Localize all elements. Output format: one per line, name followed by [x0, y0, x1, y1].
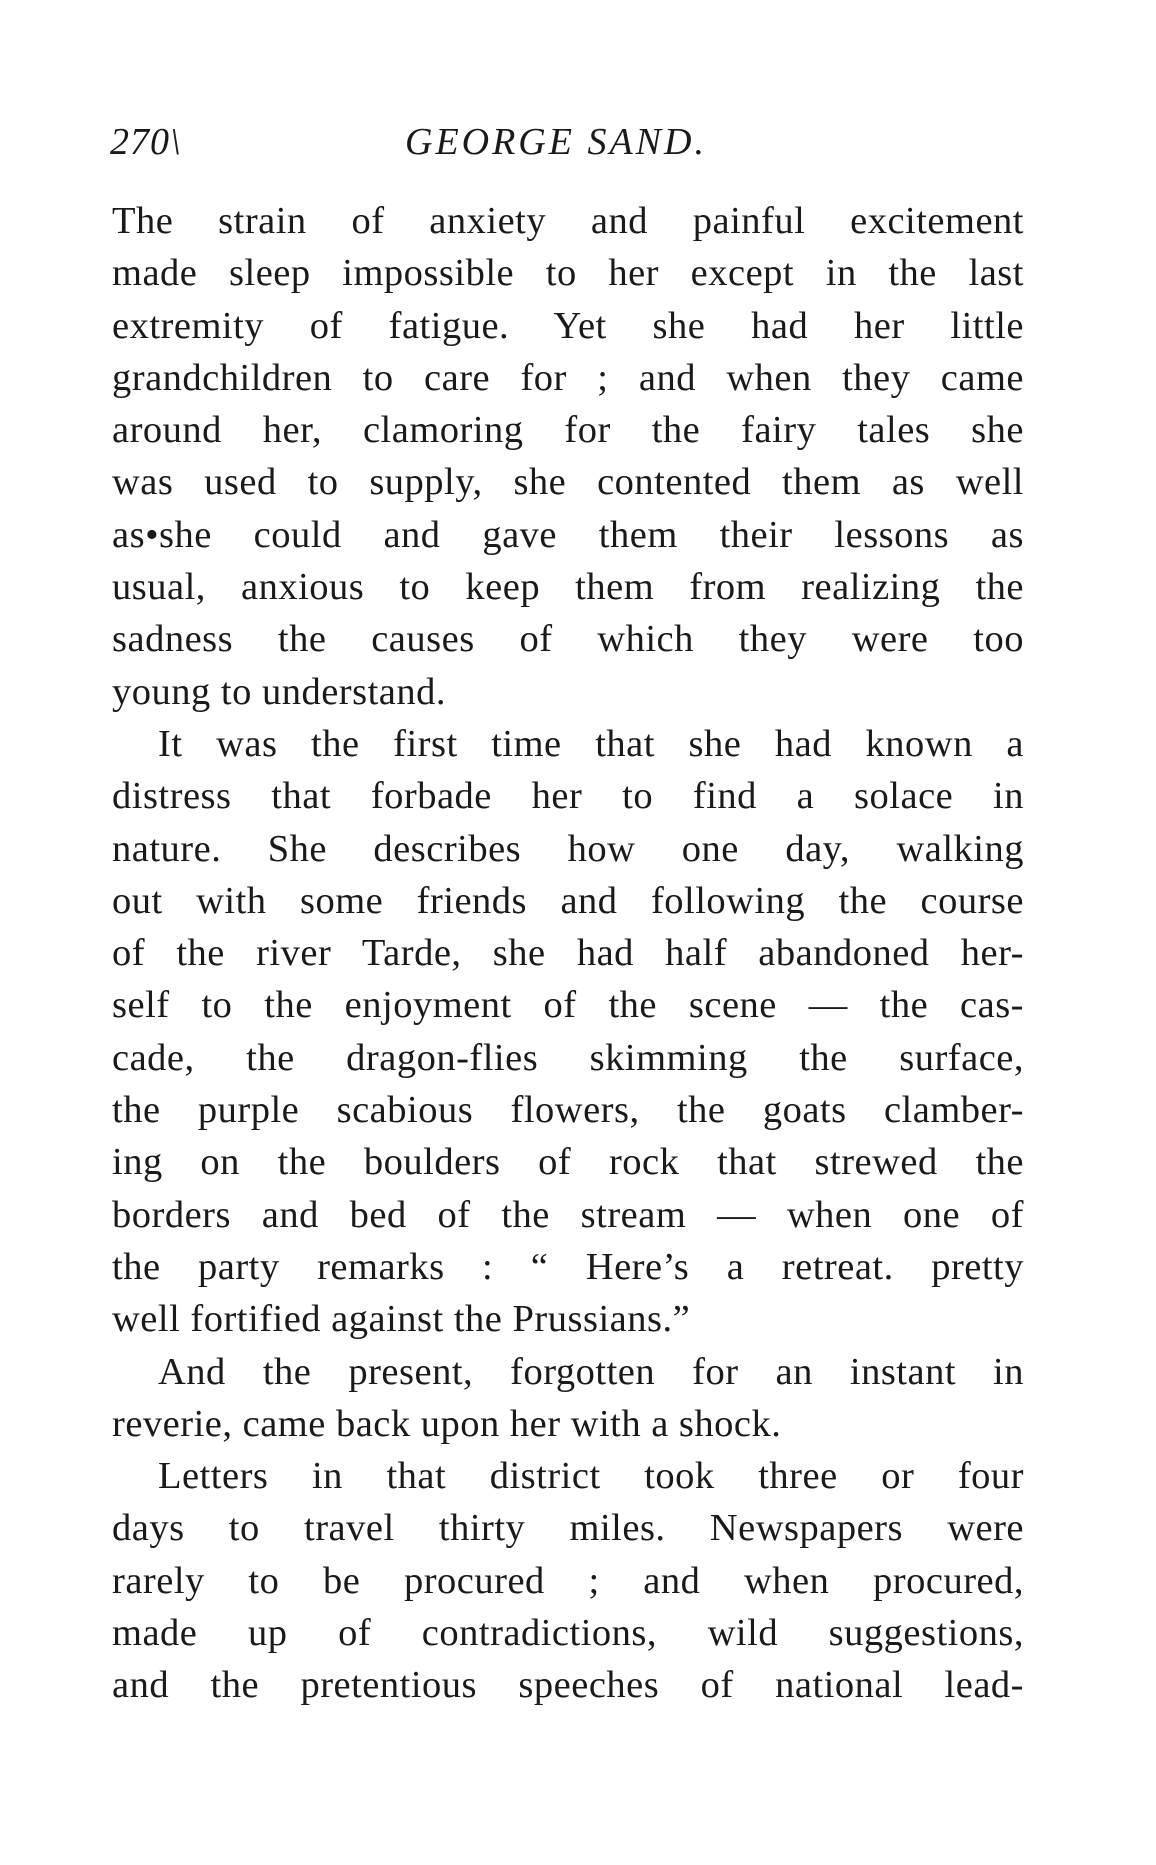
text-line: young to understand.: [112, 670, 446, 713]
running-title: GEORGE SAND.: [405, 121, 707, 163]
text-line: around her, clamoring for the fairy tales she: [112, 409, 1024, 452]
text-line: out with some friends and following the course: [112, 879, 1024, 922]
paragraph-start-line: Letters in that district took three or four: [158, 1455, 1024, 1498]
text-line: rarely to be procured ; and when procured,: [112, 1559, 1024, 1602]
text-line: cade, the dragon-flies skimming the surface,: [112, 1036, 1024, 1079]
text-line: was used to supply, she contented them as well: [112, 461, 1024, 504]
text-line: The strain of anxiety and painful excitement: [112, 200, 1024, 242]
text-line: nature. She describes how one day, walking: [112, 827, 1024, 870]
text-line: days to travel thirty miles. Newspapers were: [112, 1507, 1024, 1550]
text-line: of the river Tarde, she had half abandoned her-: [112, 932, 1024, 975]
page-number: 270\: [110, 121, 182, 163]
text-line: the party remarks : “ Here’s a retreat. pretty: [112, 1245, 1024, 1288]
text-line: sadness the causes of which they were too: [112, 618, 1024, 661]
text-line: and the pretentious speeches of national lead-: [112, 1664, 1024, 1707]
running-head: [110, 120, 1030, 170]
text-line: well fortified against the Prussians.”: [112, 1298, 691, 1341]
text-line: reverie, came back upon her with a shock.: [112, 1402, 782, 1445]
paragraph-start-line: And the present, forgotten for an instant in: [158, 1350, 1024, 1393]
text-line: the purple scabious flowers, the goats clamber-: [112, 1089, 1024, 1132]
body-text: [112, 195, 1024, 1712]
text-line: self to the enjoyment of the scene — the cas-: [112, 984, 1024, 1027]
text-line: made up of contradictions, wild suggestions,: [112, 1612, 1024, 1655]
text-line: extremity of fatigue. Yet she had her little: [112, 304, 1024, 347]
text-line: as•she could and gave them their lessons as: [112, 513, 1024, 556]
text-line: grandchildren to care for ; and when they came: [112, 356, 1024, 399]
text-line: usual, anxious to keep them from realizing the: [112, 566, 1024, 609]
text-line: made sleep impossible to her except in the last: [112, 252, 1024, 295]
text-line: borders and bed of the stream — when one of: [112, 1193, 1024, 1236]
text-line: distress that forbade her to find a solace in: [112, 775, 1024, 818]
paragraph-start-line: It was the first time that she had known a: [158, 722, 1024, 765]
text-line: ing on the boulders of rock that strewed the: [112, 1141, 1024, 1184]
